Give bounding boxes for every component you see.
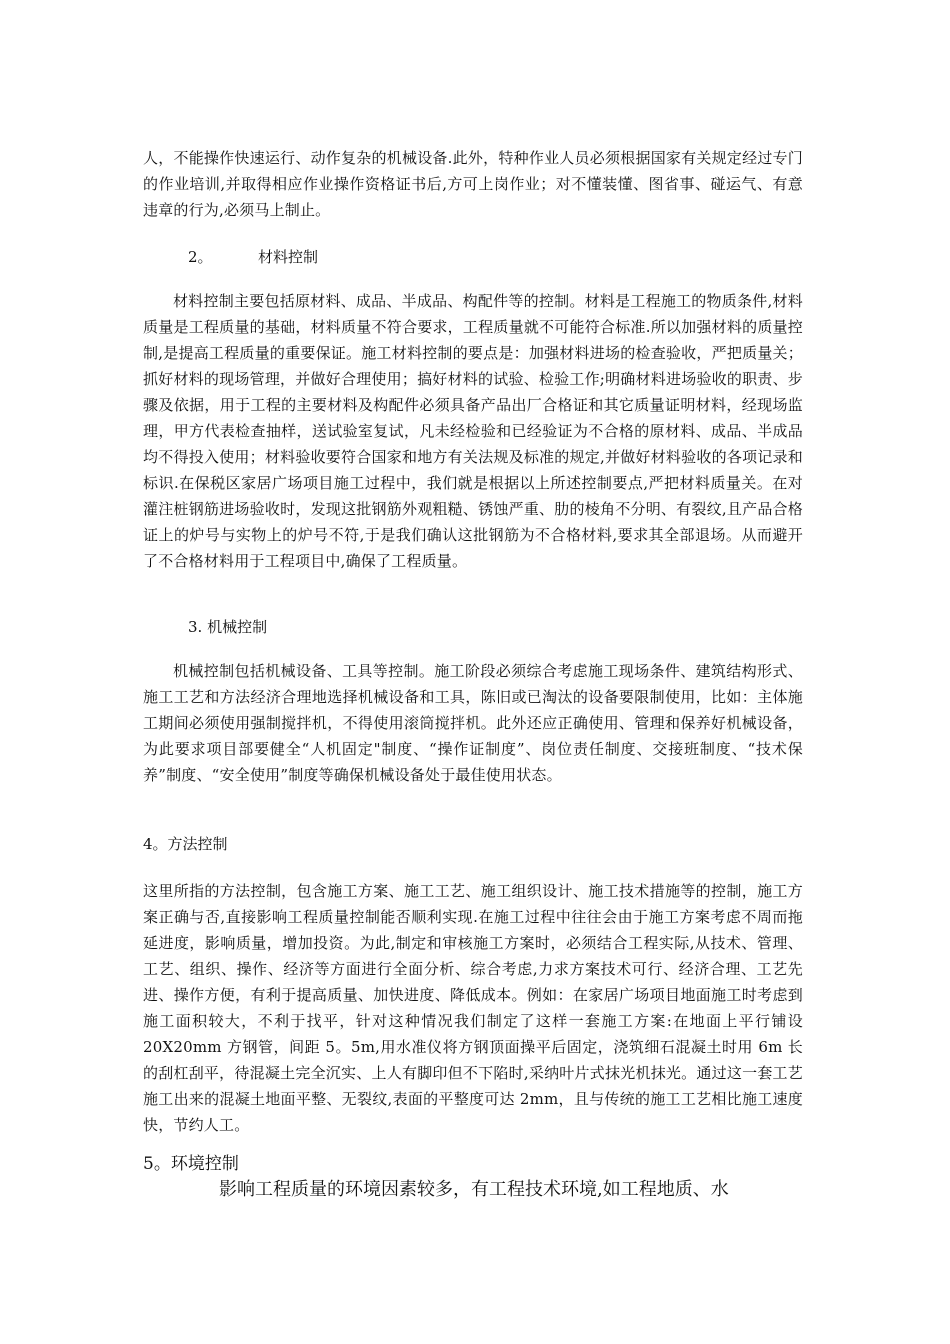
section-5-heading: 5。环境控制 xyxy=(143,1154,239,1174)
section-3-heading: 3. 机械控制 xyxy=(188,618,268,636)
machine-control-paragraph: 机械控制包括机械设备、工具等控制。施工阶段必须综合考虑施工现场条件、建筑结构形式、施工工艺和方法经济合理地选择机械设备和工具，陈旧或已淘汰的设备要限制使用，比如：主体施工期间必须使用强制搅拌机，不得使用滚筒搅拌机。此外还应正确使用、管理和保养好机械设备，为此要求项目部要健全“人机固定"制度、“操作证制度”、岗位责任制度、交接班制度、“技术保养”制度、“安全使用”制度等确保机械设备处于最佳使用状态。 xyxy=(143,662,803,784)
section-2-title: 材料控制 xyxy=(258,248,319,266)
material-control-paragraph: 材料控制主要包括原材料、成品、半成品、构配件等的控制。材料是工程施工的物质条件,材料质量是工程质量的基础，材料质量不符合要求，工程质量就不可能符合标准.所以加强材料的质量控制,是提高工程质量的重要保证。施工材料控制的要点是：加强材料进场的检查验收，严把质量关；抓好材料的现场管理，并做好合理使用；搞好材料的试验、检验工作;明确材料进场验收的职责、步骤及依据，用于工程的主要材料及构配件必须具备产品出厂合格证和其它质量证明材料，经现场监理，甲方代表检查抽样，送试验室复试，凡未经检验和已经验证为不合格的原材料、成品、半成品均不得投入使用；材料验收要符合国家和地方有关法规及标准的规定,并做好材料验收的各项记录和标识.在保税区家居广场项目施工过程中，我们就是根据以上所述控制要点,严把材料质量关。在对灌注桩钢筋进场验收时，发现这批钢筋外观粗糙、锈蚀严重、肋的棱角不分明、有裂纹,且产品合格证上的炉号与实物上的炉号不符,于是我们确认这批钢筋为不合格材料,要求其全部退场。从而避开了不合格材料用于工程项目中,确保了工程质量。 xyxy=(143,292,803,570)
section-4-heading: 4。方法控制 xyxy=(143,835,228,853)
method-control-paragraph: 这里所指的方法控制，包含施工方案、施工工艺、施工组织设计、施工技术措施等的控制，施工方案正确与否,直接影响工程质量控制能否顺利实现.在施工过程中往往会由于施工方案考虑不周而拖延进度，影响质量，增加投资。为此,制定和审核施工方案时，必须结合工程实际,从技术、管理、工艺、组织、操作、经济等方面进行全面分析、综合考虑,力求方案技术可行、经济合理、工艺先进、操作方便，有利于提高质量、加快进度、降低成本。例如：在家居广场项目地面施工时考虑到施工面积较大，不利于找平，针对这种情况我们制定了这样一套施工方案:在地面上平行铺设 20X20mm 方钢管，间距 5。5m,用水准仪将方钢顶面操平后固定，浇筑细石混凝土时用 6m 长的刮杠刮平，待混凝土完全沉实、上人有脚印但不下陷时,采纳叶片式抹光机抹光。通过这一套工艺施工出来的混凝土地面平整、无裂纹,表面的平整度可达 2mm，且与传统的施工工艺相比施工速度快，节约人工。 xyxy=(143,882,803,1134)
environment-control-paragraph: 影响工程质量的环境因素较多，有工程技术环境,如工程地质、水 xyxy=(219,1179,729,1200)
section-2-number: 2。 xyxy=(188,248,213,266)
intro-paragraph: 人，不能操作快速运行、动作复杂的机械设备.此外，特种作业人员必须根据国家有关规定经过专门的作业培训,并取得相应作业操作资格证书后,方可上岗作业；对不懂装懂、图省事、碰运气、有意违章的行为,必须马上制止。 xyxy=(143,149,803,219)
